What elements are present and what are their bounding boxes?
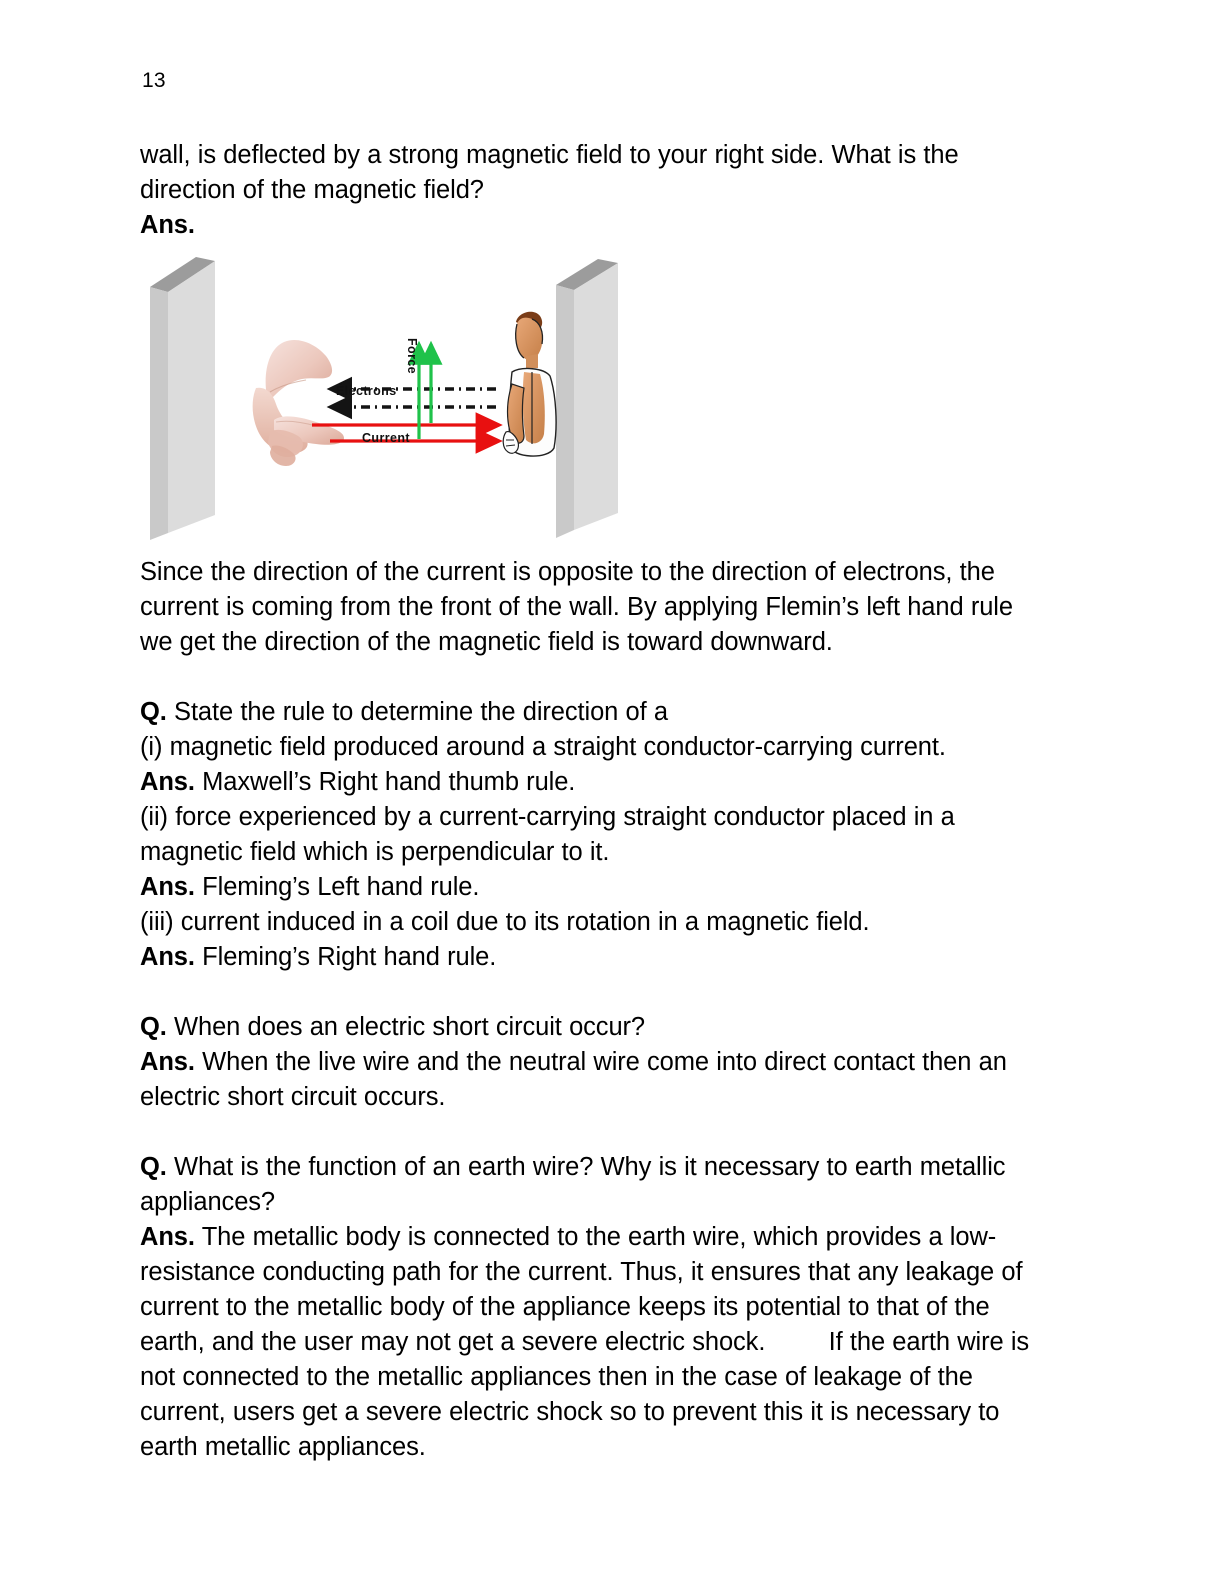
q-label-rules: Q. (140, 698, 167, 726)
q-text-short-circuit: When does an electric short circuit occur? (174, 1013, 646, 1041)
q-label-short-circuit: Q. (140, 1013, 167, 1041)
figure-vector-overlay (140, 243, 1052, 555)
question-line-1: wall, is deflected by a strong magnetic field to your right side. What is the (140, 141, 959, 169)
figure-label-electrons: Électrons (336, 384, 397, 398)
ans-label-iii: Ans. (140, 943, 195, 971)
figure-label-current: Current (362, 431, 410, 445)
qa-earth-wire (140, 1150, 1052, 1465)
ans-text-earth-wire: The metallic body is connected to the earth wire, which provides a low-resistance conducting path for the current. Thus, it ensures that any leakage of current to the metallic body of the appliance keeps its potential to that of the earth, and the user may not get a severe electric shock. (140, 1223, 1023, 1356)
question-line-2: direction of the magnetic field? (140, 176, 484, 204)
fleming-left-hand-rule-figure (140, 243, 1052, 555)
ans-label-1: Ans. (140, 211, 195, 239)
figure-label-force: Force (405, 338, 419, 375)
ans-text-i: Maxwell’s Right hand thumb rule. (202, 768, 576, 796)
rules-item-ii: (ii) force experienced by a current-carrying straight conductor placed in a magnetic field which is perpendicular to it. (140, 803, 955, 866)
ans-label-i: Ans. (140, 768, 195, 796)
ans-text-ii: Fleming’s Left hand rule. (202, 873, 480, 901)
ans-text-short-circuit: When the live wire and the neutral wire come into direct contact then an electric short circuit occurs. (140, 1048, 1007, 1111)
q-text-earth-wire: What is the function of an earth wire? Why is it necessary to earth metallic appliances? (140, 1153, 1006, 1216)
ans-text-iii: Fleming’s Right hand rule. (202, 943, 497, 971)
rules-item-iii: (iii) current induced in a coil due to its rotation in a magnetic field. (140, 908, 870, 936)
ans-label-short-circuit: Ans. (140, 1048, 195, 1076)
ans-label-ii: Ans. (140, 873, 195, 901)
ans-text-earth-wire-2: If the earth wire is not connected to the metallic appliances then in the case of leakage of the current, users get a severe electric shock so to prevent this it is necessary to earth metallic appliances. (140, 1328, 1030, 1461)
page-content (140, 138, 1052, 1465)
ans-label-earth-wire: Ans. (140, 1223, 195, 1251)
paragraph-explanation: Since the direction of the current is opposite to the direction of electrons, the current is coming from the front of the wall. By applying Flemin’s left hand rule we get the direction of the magnetic field is toward downward. (140, 558, 1013, 656)
qa-rules (140, 695, 1052, 975)
rules-item-i: (i) magnetic field produced around a straight conductor-carrying current. (140, 733, 946, 761)
q-label-earth-wire: Q. (140, 1153, 167, 1181)
qa-short-circuit (140, 1010, 1052, 1115)
q-text-rules: State the rule to determine the direction of a (174, 698, 668, 726)
paragraph-question-continuation (140, 138, 1052, 243)
page-number: 13 (142, 69, 166, 92)
